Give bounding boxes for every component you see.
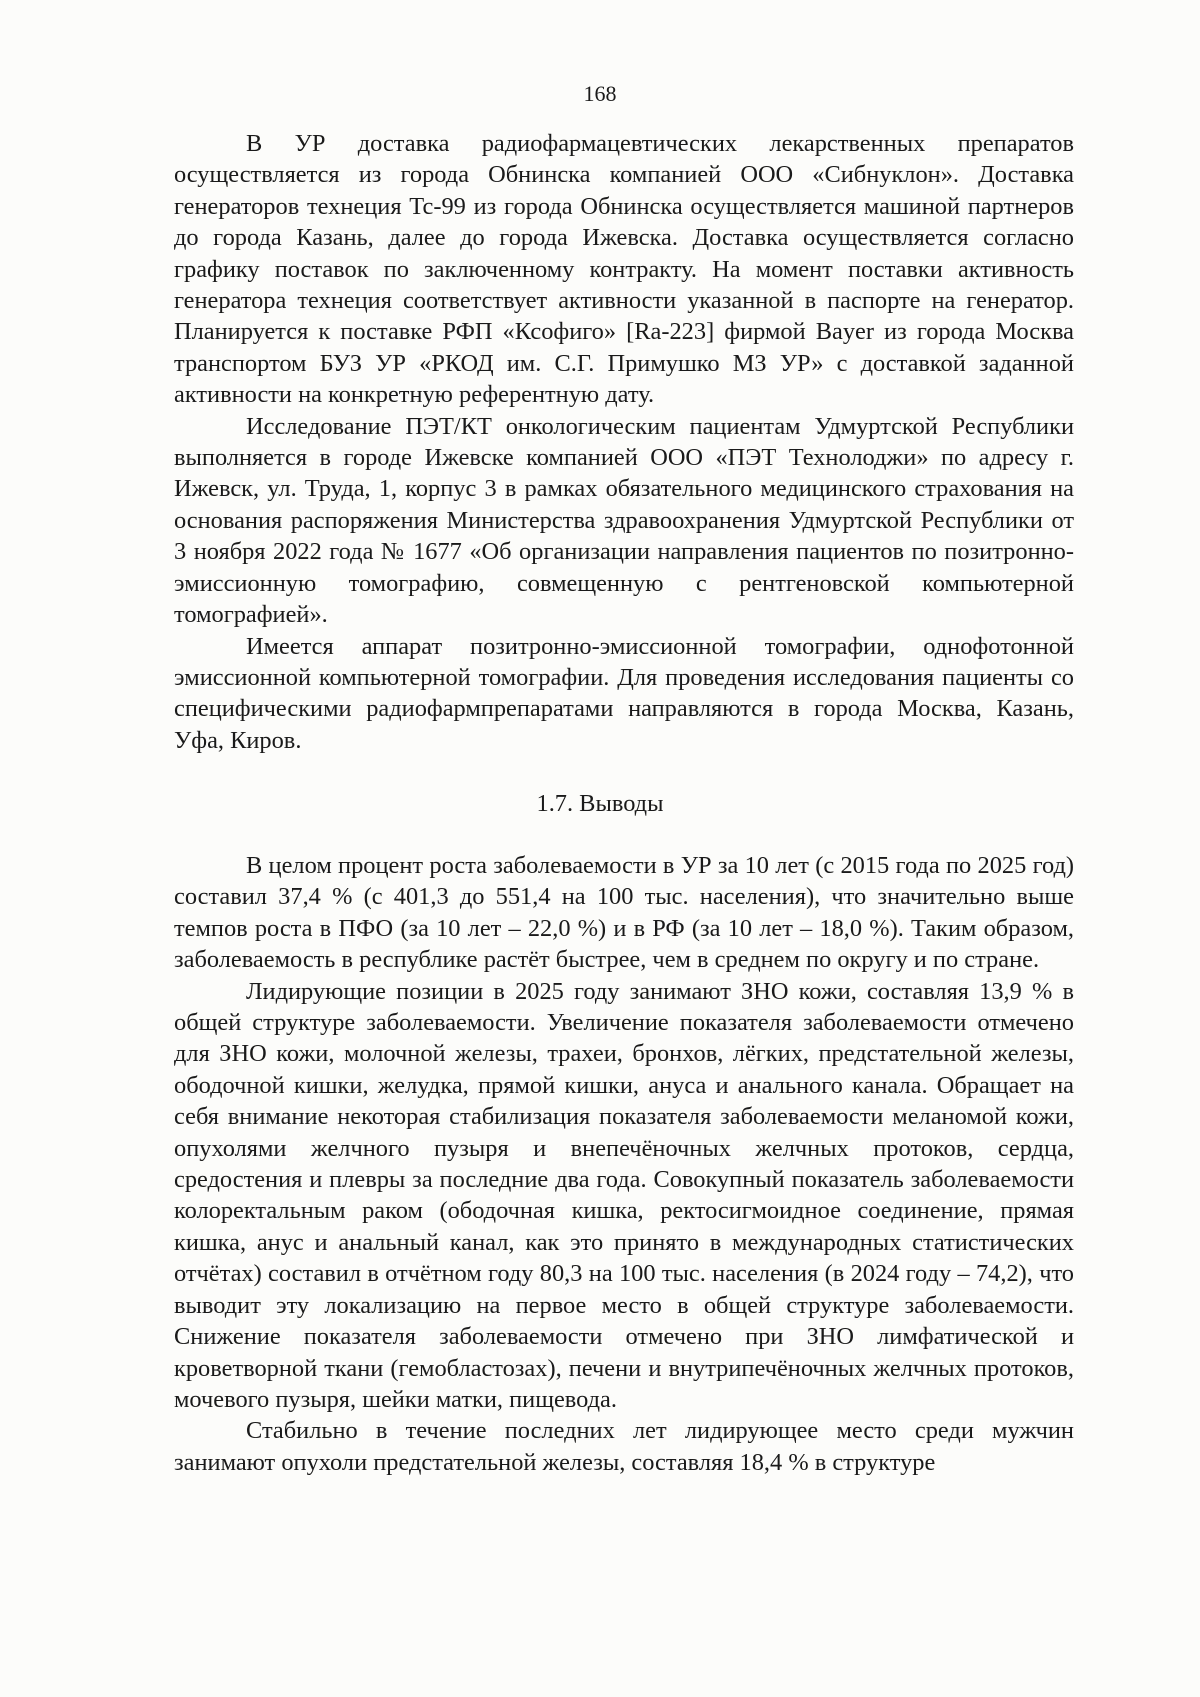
page-number: 168 (583, 81, 617, 106)
paragraph-pet-ct-research: Исследование ПЭТ/КТ онкологическим пациентам Удмуртской Республики выполняется в городе Ижевске компанией ООО «ПЭТ Технолоджи» по адресу г. Ижевск, ул. Труда, 1, корпус 3 в рамках обязательного медицинского страхования на основания распоряжения Министерства здравоохранения Удмуртской Республики от 3 ноября 2022 года № 1677 «Об организации направления пациентов по позитронно-эмиссионную томографию, совмещенную с рентгеновской компьютерной томографией». (174, 412, 1074, 629)
paragraph-men-prostate: Стабильно в течение последних лет лидирующее место среди мужчин занимают опухоли предстательной железы, составляя 18,4 % в структуре (174, 1417, 1074, 1476)
body-text-before-section (174, 128, 1074, 756)
body-text-conclusions (174, 850, 1074, 1478)
paragraph-radiopharmaceutical-delivery: В УР доставка радиофармацевтических лекарственных препаратов осуществляется из города Обнинска компанией ООО «Сибнуклон». Доставка генераторов технеция Tc-99 из города Обнинска осуществляется машиной партнеров до города Казань, далее до города Ижевска. Доставка осуществляется согласно графику поставок по заключенному контракту. На момент поставки активность генератора технеция соответствует активности указанной в паспорте на генератор. Планируется к поставке РФП «Ксофиго» [Ra-223] фирмой Bayer из города Москва транспортом БУЗ УР «РКОД им. С.Г. Примушко МЗ УР» с доставкой заданной активности на конкретную референтную дату. (174, 130, 1074, 409)
paragraph-incidence-growth: В целом процент роста заболеваемости в УР за 10 лет (с 2015 года по 2025 год) составил 37,4 % (с 401,3 до 551,4 на 100 тыс. населения), что значительно выше темпов роста в ПФО (за 10 лет – 22,0 %) и в РФ (за 10 лет – 18,0 %). Таким образом, заболеваемость в республике растёт быстрее, чем в среднем по округу и по стране. (174, 852, 1074, 974)
paragraph-leading-positions: Лидирующие позиции в 2025 году занимают ЗНО кожи, составляя 13,9 % в общей структуре заболеваемости. Увеличение показателя заболеваемости отмечено для ЗНО кожи, молочной железы, трахеи, бронхов, лёгких, предстательной железы, ободочной кишки, желудка, прямой кишки, ануса и анального канала. Обращает на себя внимание некоторая стабилизация показателя заболеваемости меланомой кожи, опухолями желчного пузыря и внепечёночных желчных протоков, сердца, средостения и плевры за последние два года. Совокупный показатель заболеваемости колоректальным раком (ободочная кишка, ректосигмоидное соединение, прямая кишка, анус и анальный канал, как это принято в международных статистических отчётах) составил в отчётном году 80,3 на 100 тыс. населения (в 2024 году – 74,2), что выводит эту локализацию на первое место в общей структуре заболеваемости. Снижение показателя заболеваемости отмечено при ЗНО лимфатической и кроветворной ткани (гемобластозах), печени и внутрипечёночных желчных протоков, мочевого пузыря, шейки матки, пищевода. (174, 977, 1074, 1413)
paragraph-equipment: Имеется аппарат позитронно-эмиссионной томографии, однофотонной эмиссионной компьютерной томографии. Для проведения исследования пациенты со специфическими радиофармпрепаратами направляются в города Москва, Казань, Уфа, Киров. (174, 632, 1074, 754)
section-heading: 1.7. Выводы (536, 790, 664, 817)
